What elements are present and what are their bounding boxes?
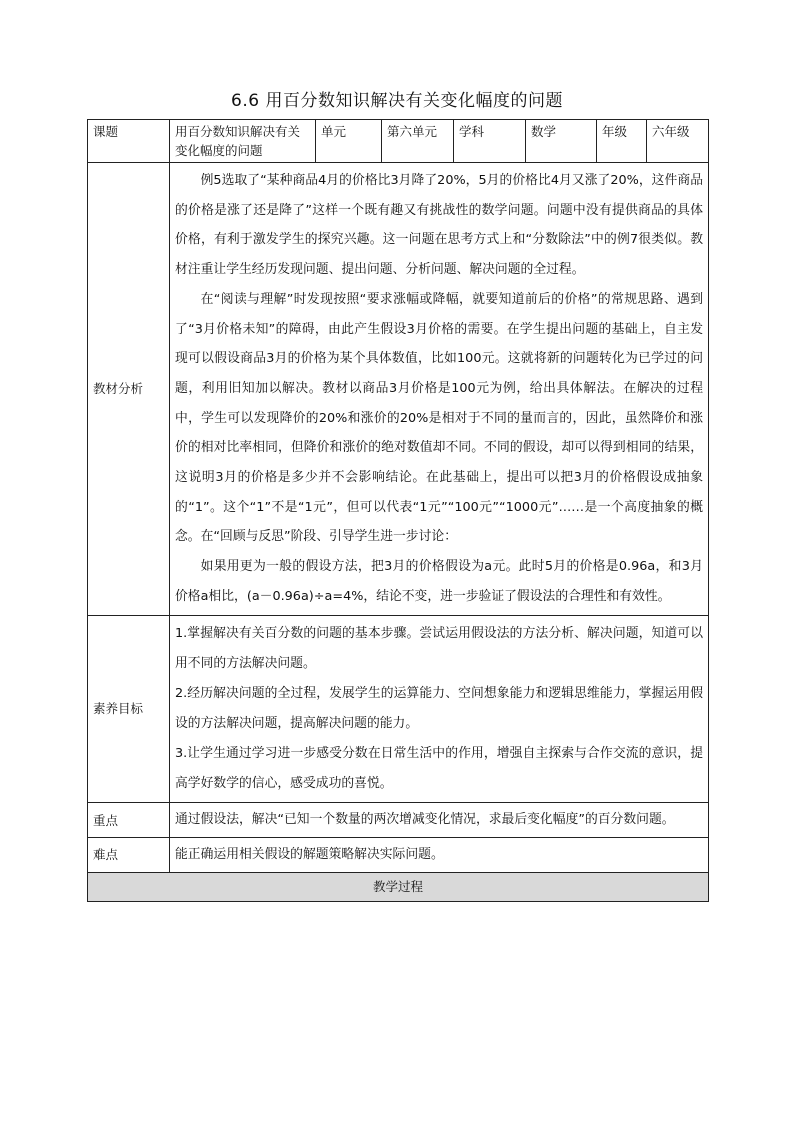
goals-row xyxy=(88,615,709,802)
analysis-paragraph: 如果用更为一般的假设方法，把3月的价格假设为a元。此时5月的价格是0.96a，和3月价格a相比，(a－0.96a)÷a=4%，结论不变，进一步验证了假设法的合理性和有效性。 xyxy=(175,559,703,604)
analysis-label: 教材分析 xyxy=(88,163,170,616)
topic-value: 用百分数知识解决有关变化幅度的问题 xyxy=(170,120,316,163)
process-header xyxy=(88,872,709,901)
grade-value: 六年级 xyxy=(647,120,709,163)
document-title: 6.6 用百分数知识解决有关变化幅度的问题 xyxy=(231,91,563,111)
difficulty-text: 能正确运用相关假设的解题策略解决实际问题。 xyxy=(175,846,444,862)
analysis-paragraph: 例5选取了“某种商品4月的价格比3月降了20%，5月的价格比4月又涨了20%，这件商品的价格是涨了还是降了”这样一个既有趣又有挑战性的数学问题。问题中没有提供商品的具体价格，有利于激发学生的探究兴趣。这一问题在思考方式上和“分数除法”中的例7很类似。教材注重让学生经历发现问题、提出问题、分析问题、解决问题的全过程。 xyxy=(175,173,703,278)
goal-item: 3.让学生通过学习进一步感受分数在日常生活中的作用，增强自主探索与合作交流的意识，提高学好数学的信心，感受成功的喜悦。 xyxy=(175,745,703,791)
analysis-paragraph: 在“阅读与理解”时发现按照“要求涨幅或降幅，就要知道前后的价格”的常规思路、遇到了“3月价格未知”的障碍，由此产生假设3月价格的需要。在学生提出问题的基础上，自主发现可以假设商品3月的价格为某个具体数值，比如100元。这就将新的问题转化为已学过的问题，利用旧知加以解决。教材以商品3月价格是100元为例，给出具体解法。在解决的过程中，学生可以发现降价的20%和涨价的20%是相对于不同的量而言的，因此，虽然降价和涨价的相对比率相同，但降价和涨价的绝对数值却不同。不同的假设，却可以得到相同的结果，这说明3月的价格是多少并不会影响结论。在此基础上，提出可以把3月的价格假设成抽象的“1”。这个“1”不是“1元”，但可以代表“1元”“100元”“1000元”……是一个高度抽象的概念。在“回顾与反思”阶段、引导学生进一步讨论： xyxy=(175,291,703,545)
difficulty-label: 难点 xyxy=(88,837,170,872)
subject-label: 学科 xyxy=(454,120,526,163)
unit-value: 第六单元 xyxy=(382,120,454,163)
goals-content xyxy=(170,615,709,802)
header-row xyxy=(88,120,709,163)
analysis-row xyxy=(88,163,709,616)
analysis-content xyxy=(170,163,709,616)
goal-item: 1.掌握解决有关百分数的问题的基本步骤。尝试运用假设法的方法分析、解决问题，知道可以用不同的方法解决问题。 xyxy=(175,625,703,671)
process-label: 教学过程 xyxy=(372,879,423,895)
process-row xyxy=(88,872,709,901)
goals-label: 素养目标 xyxy=(88,615,170,802)
subject-value: 数学 xyxy=(526,120,597,163)
topic-label: 课题 xyxy=(88,120,170,163)
key-point-row xyxy=(88,802,709,837)
goal-item: 2.经历解决问题的全过程，发展学生的运算能力、空间想象能力和逻辑思维能力，掌握运用假设的方法解决问题，提高解决问题的能力。 xyxy=(175,685,703,731)
key-point-content xyxy=(170,802,709,837)
unit-label: 单元 xyxy=(316,120,382,163)
key-point-text: 通过假设法，解决“已知一个数量的两次增减变化情况，求最后变化幅度”的百分数问题。 xyxy=(175,811,675,827)
grade-label: 年级 xyxy=(597,120,647,163)
key-point-label: 重点 xyxy=(88,802,170,837)
lesson-plan-table xyxy=(87,119,709,902)
difficulty-content xyxy=(170,837,709,872)
difficulty-row xyxy=(88,837,709,872)
